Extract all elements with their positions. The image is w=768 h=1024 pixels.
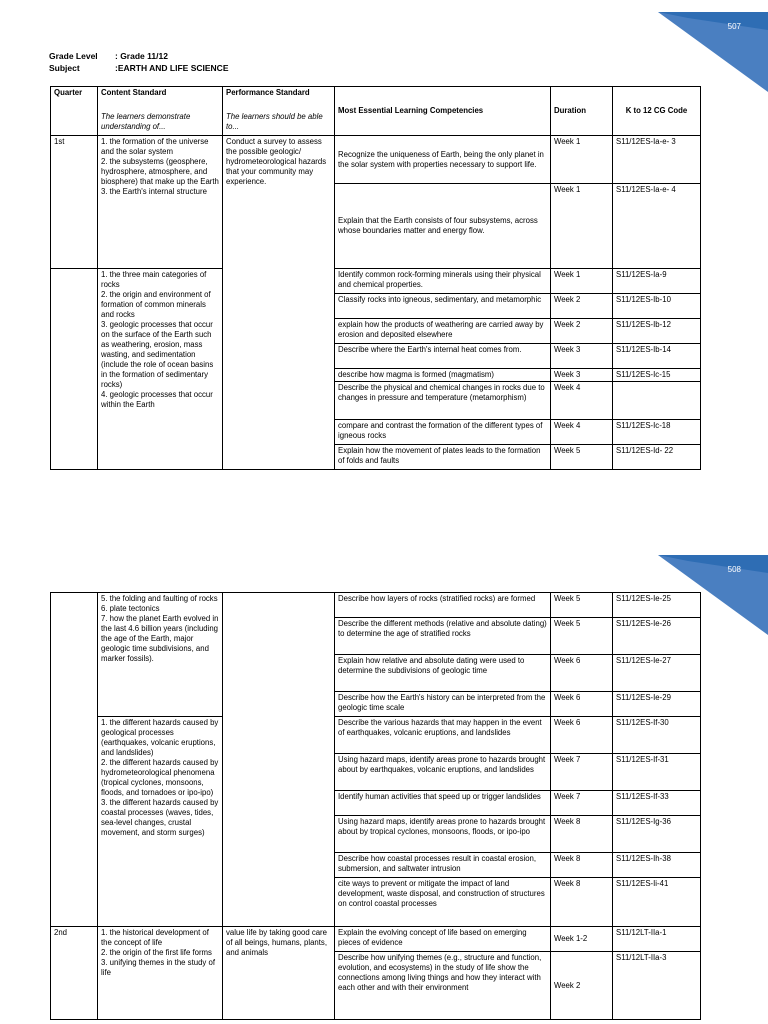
code-cell: S11/12ES-Id- 22 [613,445,701,470]
duration-cell: Week 7 [551,791,613,816]
code-cell: S11/12LT-IIa-1 [613,927,701,952]
competency-cell: Classify rocks into igneous, sedimentary, and metamorphic [335,294,551,319]
page-corner-decoration [658,12,768,92]
competency-cell: Explain how the movement of plates leads to the formation of folds and faults [335,445,551,470]
competency-cell: cite ways to prevent or mitigate the impact of land development, waste disposal, and construction of structures on control coastal processes [335,878,551,927]
code-cell: S11/12ES-Ib-10 [613,294,701,319]
subject-label: Subject [49,63,80,73]
competency-cell: Describe the physical and chemical changes in rocks due to changes in pressure and temperature (metamorphism) [335,382,551,420]
competencies-header: Most Essential Learning Competencies [335,87,551,136]
competency-cell: compare and contrast the formation of the different types of igneous rocks [335,420,551,445]
content-standard-cell: 1. the different hazards caused by geological processes (earthquakes, volcanic eruptions, and landslides) 2. the different hazards caused by hydrometeorological phenomena (tropical cyclones, monsoons, floods, and tornadoes or ipo-ipo) 3. the different hazards caused by coastal processes (waves, tides, sea-level changes, crustal movement, and storm surges) [98,717,223,927]
duration-cell: Week 3 [551,369,613,382]
competency-cell: Describe how layers of rocks (stratified rocks) are formed [335,593,551,618]
duration-cell: Week 3 [551,344,613,369]
competency-cell: Using hazard maps, identify areas prone to hazards brought about by earthquakes, volcanic eruptions, and landslides [335,754,551,791]
competency-cell: Describe how unifying themes (e.g., structure and function, evolution, and ecosystems) in the study of life show the connections among living things and how they interact with each other and with their environment [335,952,551,1020]
subject-value: :EARTH AND LIFE SCIENCE [115,63,229,73]
code-cell: S11/12ES-Ie-25 [613,593,701,618]
code-cell: S11/12ES-If-31 [613,754,701,791]
code-cell: S11/12ES-Ia-9 [613,269,701,294]
content-standard-cell: 1. the formation of the universe and the solar system 2. the subsystems (geosphere, hydrosphere, atmosphere, and biosphere) that make up the Earth 3. the Earth's internal structure [98,136,223,269]
duration-cell: Week 6 [551,692,613,717]
quarter-cell: 1st [51,136,98,269]
code-cell: S11/12LT-IIa-3 [613,952,701,1020]
performance-standard-title: Performance Standard [226,88,310,97]
table-row [51,717,701,754]
performance-standard-cell: value life by taking good care of all beings, humans, plants, and animals [223,927,335,1020]
duration-cell: Week 7 [551,754,613,791]
page-number: 508 [727,565,741,574]
content-standard-cell: 1. the three main categories of rocks 2. the origin and environment of formation of common minerals and rocks 3. geologic processes that occur on the surface of the Earth such as weathering, erosion, mass wasting, and sedimentation (include the role of ocean basins in the formation of sedimentary rocks) 4. geologic processes that occur within the Earth [98,269,223,470]
code-cell: S11/12ES-If-33 [613,791,701,816]
code-cell: S11/12ES-Ig-36 [613,816,701,853]
competency-cell: Describe how coastal processes result in coastal erosion, submersion, and saltwater intrusion [335,853,551,878]
code-header: K to 12 CG Code [613,87,701,136]
competency-cell: Explain the evolving concept of life based on emerging pieces of evidence [335,927,551,952]
code-cell: S11/12ES-Ie-29 [613,692,701,717]
competency-cell: Describe how the Earth's history can be interpreted from the geologic time scale [335,692,551,717]
table-row [51,927,701,952]
grade-level-value: : Grade 11/12 [115,51,168,61]
curriculum-table-q1 [50,86,701,470]
competency-cell: Using hazard maps, identify areas prone to hazards brought about by tropical cyclones, monsoons, floods, or ipo-ipo [335,816,551,853]
duration-cell: Week 6 [551,655,613,692]
duration-cell: Week 4 [551,382,613,420]
content-standard-cell: 1. the historical development of the concept of life 2. the origin of the first life forms 3. unifying themes in the study of life [98,927,223,1020]
curriculum-table-continued [50,592,701,1020]
code-cell: S11/12ES-If-30 [613,717,701,754]
competency-cell: Describe where the Earth's internal heat comes from. [335,344,551,369]
quarter-cell-empty [51,593,98,927]
page-508 [0,545,768,1024]
quarter-cell: 2nd [51,927,98,1020]
competency-cell: describe how magma is formed (magmatism) [335,369,551,382]
grade-level-line [49,51,168,61]
code-cell: S11/12ES-Ie-27 [613,655,701,692]
competency-cell: explain how the products of weathering are carried away by erosion and deposited elsewhere [335,319,551,344]
duration-cell: Week 5 [551,618,613,655]
duration-cell: Week 8 [551,816,613,853]
table-row [51,593,701,618]
competency-cell: Describe the different methods (relative and absolute dating) to determine the age of stratified rocks [335,618,551,655]
grade-level-label: Grade Level [49,51,98,61]
code-cell: S11/12ES-Ii-41 [613,878,701,927]
duration-header: Duration [551,87,613,136]
table-row [51,269,701,294]
performance-standard-subtitle: The learners should be able to... [226,111,323,131]
quarter-cell-empty [51,269,98,470]
duration-cell: Week 5 [551,593,613,618]
competency-cell: Describe the various hazards that may happen in the event of earthquakes, volcanic eruptions, and landslides [335,717,551,754]
duration-cell: Week 8 [551,878,613,927]
duration-cell: Week 5 [551,445,613,470]
code-cell: S11/12ES-Ia-e- 4 [613,184,701,269]
code-cell: S11/12ES-Ib-12 [613,319,701,344]
duration-cell: Week 1 [551,269,613,294]
content-standard-subtitle: The learners demonstrate understanding of... [101,111,191,131]
performance-standard-header [223,87,335,136]
code-cell: S11/12ES-Ib-14 [613,344,701,369]
competency-cell: Identify human activities that speed up or trigger landslides [335,791,551,816]
duration-cell: Week 4 [551,420,613,445]
duration-cell: Week 8 [551,853,613,878]
code-cell: S11/12ES-Ic-15 [613,369,701,382]
duration-cell: Week 1 [551,184,613,269]
page-number: 507 [727,22,741,31]
performance-standard-cell-empty [223,593,335,927]
content-standard-header [98,87,223,136]
content-standard-cell: 5. the folding and faulting of rocks 6. plate tectonics 7. how the planet Earth evolved in the last 4.6 billion years (including the age of the Earth, major geologic time subdivisions, and marker fossils). [98,593,223,717]
performance-standard-cell: Conduct a survey to assess the possible geologic/ hydrometeorological hazards that your community may experience. [223,136,335,470]
page-gap [0,512,768,545]
competency-cell: Identify common rock-forming minerals using their physical and chemical properties. [335,269,551,294]
duration-cell: Week 1 [551,136,613,184]
code-cell: S11/12ES-Ic-18 [613,420,701,445]
code-cell: S11/12ES-Ia-e- 3 [613,136,701,184]
quarter-header: Quarter [51,87,98,136]
subject-line [49,63,229,73]
table-header-row [51,87,701,136]
code-cell [613,382,701,420]
competency-cell: Explain that the Earth consists of four subsystems, across whose boundaries matter and energy flow. [335,184,551,269]
code-cell: S11/12ES-Ie-26 [613,618,701,655]
code-cell: S11/12ES-Ih-38 [613,853,701,878]
competency-cell: Explain how relative and absolute dating were used to determine the subdivisions of geologic time [335,655,551,692]
competency-cell: Recognize the uniqueness of Earth, being the only planet in the solar system with properties necessary to support life. [335,136,551,184]
duration-cell: Week 2 [551,319,613,344]
table-row [51,136,701,184]
duration-cell: Week 2 [551,294,613,319]
content-standard-title: Content Standard [101,88,167,97]
duration-cell: Week 2 [551,952,613,1020]
duration-cell: Week 6 [551,717,613,754]
duration-cell: Week 1-2 [551,927,613,952]
